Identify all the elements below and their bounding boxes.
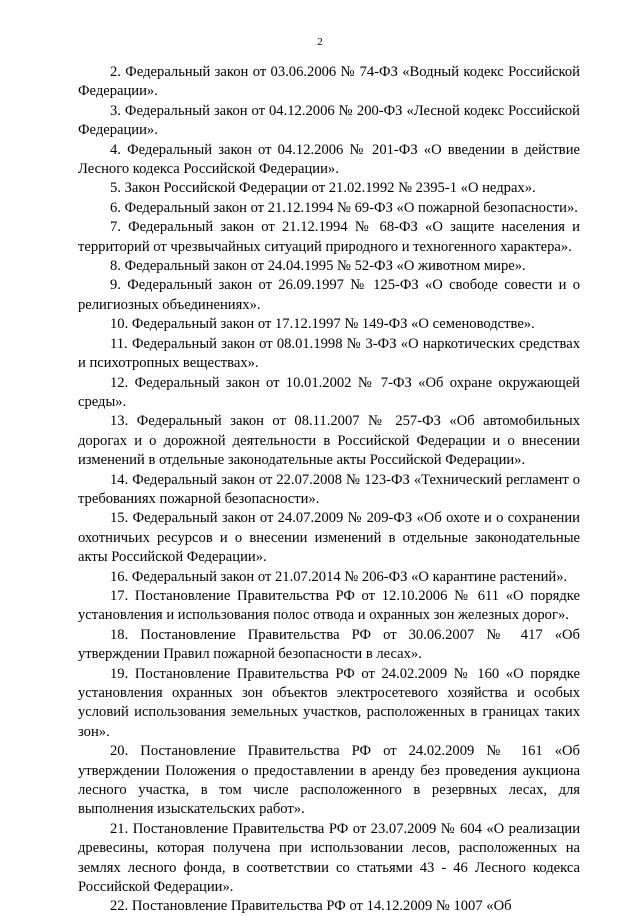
list-item: 12. Федеральный закон от 10.01.2002 № 7-ФЗ «Об охране окружающей среды». [78,374,580,410]
list-item: 10. Федеральный закон от 17.12.1997 № 149-ФЗ «О семеноводстве». [110,316,535,333]
law-list [78,63,580,917]
list-item: 17. Постановление Правительства РФ от 12.10.2006 № 611 «О порядке установления и использования полос отвода и охранных зон железных дорог». [78,587,580,624]
page-number: 2 [317,36,323,48]
list-item: 6. Федеральный закон от 21.12.1994 № 69-ФЗ «О пожарной безопасности». [110,199,578,216]
list-item: 11. Федеральный закон от 08.01.1998 № 3-ФЗ «О наркотических средствах и психотропных веществах». [78,335,580,372]
list-item: 9. Федеральный закон от 26.09.1997 № 125-ФЗ «О свободе совести и о религиозных объединениях». [78,277,580,313]
list-item: 21. Постановление Правительства РФ от 23.07.2009 № 604 «О реализации древесины, которая получена при использовании лесов, расположенных на землях лесного фонда, в соответствии со статьями 43 - 46 Лесного кодекса Российской Федерации». [78,820,580,896]
list-item: 7. Федеральный закон от 21.12.1994 № 68-ФЗ «О защите населения и территорий от чрезвычайных ситуаций природного и техногенного характера». [78,219,580,255]
list-item: 2. Федеральный закон от 03.06.2006 № 74-ФЗ «Водный кодекс Российской Федерации». [78,64,580,100]
list-item: 5. Закон Российской Федерации от 21.02.1992 № 2395-1 «О недрах». [110,180,536,197]
list-item: 22. Постановление Правительства РФ от 14.12.2009 № 1007 «Об [110,898,512,915]
list-item: 3. Федеральный закон от 04.12.2006 № 200-ФЗ «Лесной кодекс Российской Федерации». [78,102,580,139]
list-item: 14. Федеральный закон от 22.07.2008 № 123-ФЗ «Технический регламент о требованиях пожарной безопасности». [78,471,580,507]
list-item: 19. Постановление Правительства РФ от 24.02.2009 № 160 «О порядке установления охранных зон объектов электросетевого хозяйства и особых условий использования земельных участков, расположенных в границах таких зон». [78,665,580,740]
list-item: 20. Постановление Правительства РФ от 24.02.2009 № 161 «Об утверждении Положения о предоставлении в аренду без проведения аукциона лесного участка, в том числе расположенного в резервных лесах, для выполнения изыскательских работ». [78,743,580,818]
list-item: 13. Федеральный закон от 08.11.2007 № 257-ФЗ «Об автомобильных дорогах и о дорожной деятельности в Российской Федерации и о внесении изменений в отдельные законодательные акты Российской Федерации». [78,413,580,469]
list-item: 4. Федеральный закон от 04.12.2006 № 201-ФЗ «О введении в действие Лесного кодекса Российской Федерации». [78,141,580,178]
list-item: 18. Постановление Правительства РФ от 30.06.2007 № 417 «Об утверждении Правил пожарной безопасности в лесах». [78,626,580,663]
list-item: 16. Федеральный закон от 21.07.2014 № 206-ФЗ «О карантине растений». [110,568,568,585]
list-item: 15. Федеральный закон от 24.07.2009 № 209-ФЗ «Об охоте и о сохранении охотничьих ресурсов и о внесении изменений в отдельные законодательные акты Российской Федерации». [78,510,580,566]
list-item: 8. Федеральный закон от 24.04.1995 № 52-ФЗ «О животном мире». [110,258,526,275]
